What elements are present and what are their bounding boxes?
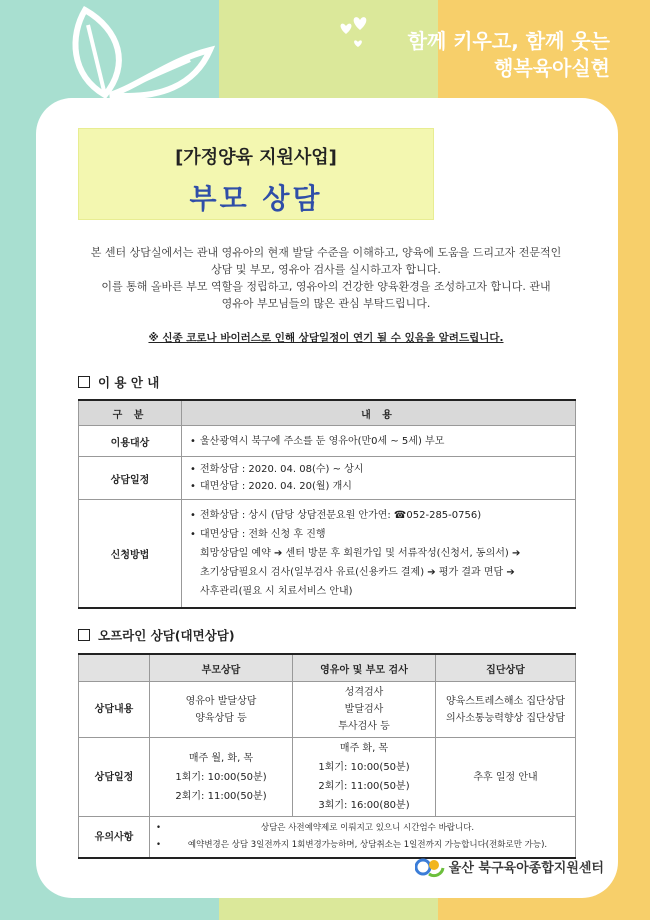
intro-line: 이를 통해 올바른 부모 역할을 정립하고, 영유아의 건강한 양육환경을 조성하고자 합니다. 관내 <box>101 280 551 293</box>
intro-line: 본 센터 상담실에서는 관내 영유아의 현재 발달 수준을 이해하고, 양육에 도움을 드리고자 전문적인 <box>90 246 562 259</box>
table-row <box>79 682 576 738</box>
cell-line: 투사검사 등 <box>338 721 390 732</box>
cell-line: 1회기: 10:00(50분) <box>318 762 410 773</box>
cell-line: 양육상담 등 <box>195 712 247 724</box>
org-name: 울산 북구육아종합지원센터 <box>448 861 604 876</box>
cell-line: 2회기: 11:00(50분) <box>175 790 267 802</box>
cell <box>436 738 576 817</box>
slogan-line1: 함께 키우고, 함께 웃는 <box>407 29 610 53</box>
cell-line: 의사소통능력향상 집단상담 <box>445 712 566 724</box>
page-title: 부모 상담 <box>189 182 323 215</box>
table-row <box>79 426 576 457</box>
hearts-icon <box>338 12 378 48</box>
cell-line: 매주 화, 목 <box>339 743 389 754</box>
checkbox-square-icon <box>78 629 90 641</box>
intro-line: 영유아 부모님들의 많은 관심 부탁드립니다. <box>221 297 431 310</box>
org-logo-icon <box>415 856 445 878</box>
table-header-row <box>79 654 576 682</box>
cell <box>436 682 576 738</box>
leaf-icon <box>30 5 220 100</box>
title-subtitle: [가정양육 지원사업] <box>175 147 337 168</box>
slogan <box>408 28 610 82</box>
list-item: • 전화상담 : 2020. 04. 08(수) ~ 상시 <box>190 461 567 478</box>
process-line: 희망상담일 예약 ➔ 센터 방문 후 회원가입 및 서류작성(신청서, 동의서) ➔ <box>200 547 521 559</box>
list-item: • 상담은 사전예약제로 이뤄지고 있으니 시간엄수 바랍니다. <box>156 820 569 837</box>
table-row <box>79 738 576 817</box>
cell-line: 2회기: 11:00(50분) <box>318 781 410 792</box>
column-header: 영유아 및 부모 검사 <box>293 654 436 682</box>
list-item: • 전화상담 : 상시 (담당 상담전문요원 안가연: ☎052-285-0756) <box>190 506 567 525</box>
table-row <box>79 457 576 500</box>
list-item: • 대면상담 : 2020. 04. 20(월) 개시 <box>190 478 567 495</box>
row-value <box>182 426 576 457</box>
row-label: 이용대상 <box>79 426 182 457</box>
list-item: • 울산광역시 북구에 주소를 둔 영유아(만0세 ~ 5세) 부모 <box>190 433 567 450</box>
table-row <box>79 817 576 859</box>
section-offline-title <box>78 626 235 644</box>
slogan-line2: 행복육아실현 <box>494 56 610 80</box>
cell-line: 매주 월, 화, 목 <box>188 752 254 764</box>
row-label: 상담내용 <box>79 682 150 738</box>
cell-line: 성격검사 <box>344 687 384 698</box>
process-line: 초기상담필요시 검사(일부검사 유료(신용카드 결제) ➔ 평가 결과 면담 ➔ <box>200 566 515 578</box>
section-offline-label: 오프라인 상담(대면상담) <box>98 628 235 643</box>
usage-table <box>78 399 576 609</box>
cell-line: 발달검사 <box>344 704 384 715</box>
cell-line: 3회기: 16:00(80분) <box>318 800 410 811</box>
row-label: 상담일정 <box>79 457 182 500</box>
checkbox-square-icon <box>78 376 90 388</box>
cell-line: 추후 일정 안내 <box>473 771 538 783</box>
column-header: 구 분 <box>79 400 182 426</box>
section-usage-title <box>78 373 159 391</box>
corona-notice: ※ 신종 코로나 바이러스로 인해 상담일정이 연기 될 수 있음을 알려드립니다. <box>148 332 504 344</box>
column-header: 내 용 <box>182 400 576 426</box>
column-header: 집단상담 <box>436 654 576 682</box>
table-row <box>79 500 576 608</box>
cell <box>150 738 293 817</box>
process-line: 사후관리(필요 시 치료서비스 안내) <box>200 585 353 597</box>
row-value <box>182 457 576 500</box>
row-label: 상담일정 <box>79 738 150 817</box>
offline-table <box>78 653 576 859</box>
cell <box>150 817 576 859</box>
cell-line: 1회기: 10:00(50분) <box>175 771 267 783</box>
column-header <box>79 654 150 682</box>
cell-line: 양육스트레스해소 집단상담 <box>445 695 566 707</box>
intro-line: 상담 및 부모, 영유아 검사를 실시하고자 합니다. <box>211 263 441 276</box>
row-value <box>182 500 576 608</box>
list-item: • 대면상담 : 전화 신청 후 진행 <box>190 525 567 544</box>
row-label: 신청방법 <box>79 500 182 608</box>
cell <box>293 682 436 738</box>
title-box <box>78 128 434 220</box>
org-logo <box>415 856 604 878</box>
table-header-row <box>79 400 576 426</box>
intro-text <box>62 244 590 312</box>
cell <box>293 738 436 817</box>
cell <box>150 682 293 738</box>
column-header: 부모상담 <box>150 654 293 682</box>
section-usage-label: 이 용 안 내 <box>98 375 160 390</box>
row-label: 유의사항 <box>79 817 150 859</box>
cell-line: 영유아 발달상담 <box>185 695 257 707</box>
list-item: • 예약변경은 상담 3일전까지 1회변경가능하며, 상담취소는 1일전까지 가능합니다(전화로만 가능). <box>156 837 569 854</box>
